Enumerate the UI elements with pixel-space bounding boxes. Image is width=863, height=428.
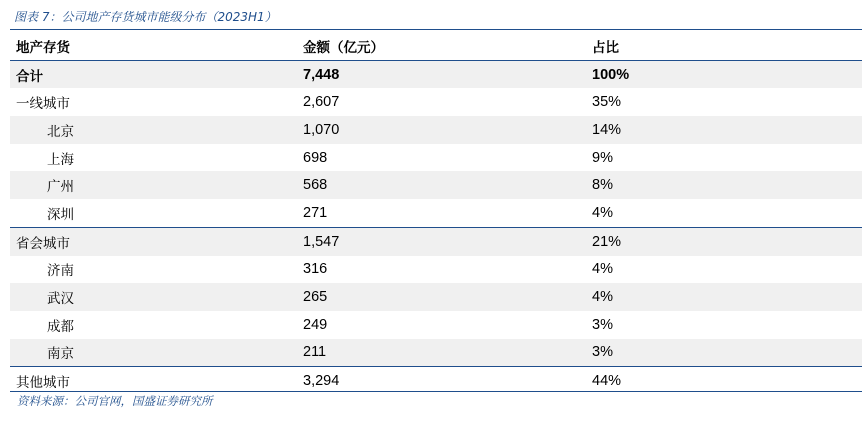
header-amount: 金额（亿元） (303, 32, 592, 60)
row-amount: 1,547 (303, 227, 592, 255)
row-amount: 7,448 (303, 60, 592, 88)
top-rule (10, 29, 862, 30)
row-amount: 316 (303, 261, 328, 278)
row-share: 35% (592, 94, 622, 111)
row-amount: 249 (303, 316, 328, 333)
row-share: 3% (592, 339, 862, 367)
row-share: 4% (592, 261, 613, 278)
table-row (10, 256, 862, 284)
table-row (10, 199, 862, 227)
row-amount: 1,070 (303, 116, 592, 144)
row-amount: 265 (303, 283, 592, 311)
row-share: 9% (592, 149, 613, 166)
row-name: 上海 (47, 151, 74, 168)
row-share: 100% (592, 60, 862, 88)
table-row (10, 283, 862, 311)
row-share: 4% (592, 283, 862, 311)
inventory-table (10, 32, 862, 395)
row-name: 一线城市 (16, 96, 70, 113)
row-amount: 3,294 (303, 367, 592, 395)
row-name: 合计 (10, 60, 303, 88)
row-share: 3% (592, 316, 613, 333)
source-note: 资料来源：公司官网，国盛证券研究所 (17, 394, 213, 408)
row-name: 省会城市 (10, 227, 303, 255)
row-share: 4% (592, 204, 613, 221)
row-share: 44% (592, 367, 862, 395)
row-name: 武汉 (10, 283, 303, 311)
row-amount: 271 (303, 204, 328, 221)
table-row (10, 311, 862, 339)
row-name: 成都 (47, 318, 74, 335)
table-row (10, 144, 862, 172)
table-row (10, 88, 862, 116)
table-row (10, 227, 862, 255)
table-row (10, 339, 862, 367)
table-row-total (10, 60, 862, 88)
table-header-row (10, 32, 862, 60)
row-share: 14% (592, 116, 862, 144)
bottom-rule (10, 391, 862, 392)
row-name: 北京 (10, 116, 303, 144)
row-amount: 211 (303, 339, 592, 367)
row-share: 21% (592, 227, 862, 255)
row-amount: 568 (303, 171, 592, 199)
header-share: 占比 (592, 32, 862, 60)
row-name: 深圳 (47, 206, 74, 223)
figure-caption: 图表 7：公司地产存货城市能级分布（2023H1） (14, 10, 277, 24)
table-row (10, 171, 862, 199)
row-amount: 2,607 (303, 94, 340, 111)
header-category: 地产存货 (10, 32, 303, 60)
row-name: 济南 (47, 263, 74, 280)
row-name: 其他城市 (10, 367, 303, 395)
row-share: 8% (592, 171, 862, 199)
table-row (10, 116, 862, 144)
row-name: 广州 (10, 171, 303, 199)
row-name: 南京 (10, 339, 303, 367)
row-amount: 698 (303, 149, 328, 166)
